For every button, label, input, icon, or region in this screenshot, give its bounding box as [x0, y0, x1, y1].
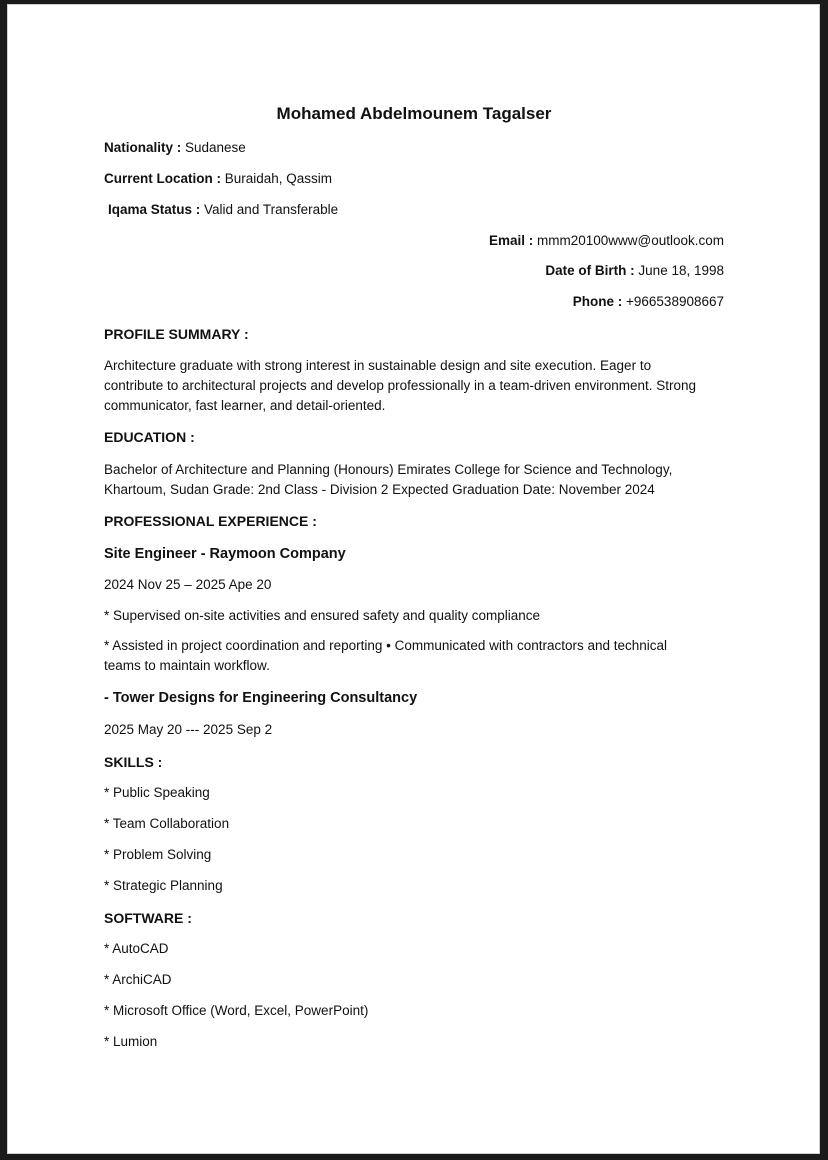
profile-line: contribute to architectural projects and develop professionally in a team-driven environment. Strong — [104, 378, 697, 393]
skills-heading: SKILLS : — [104, 754, 163, 770]
email-line — [489, 233, 724, 249]
job2-dates: 2025 May 20 --- 2025 Sep 2 — [104, 722, 273, 737]
email-label: Email : — [488, 233, 534, 248]
profile-summary-text — [104, 356, 724, 416]
nationality-value: Sudanese — [181, 140, 246, 155]
nationality-line — [104, 140, 246, 156]
nationality-label: Nationality : — [104, 140, 182, 155]
location-value: Buraidah, Qassim — [221, 171, 333, 186]
software-heading: SOFTWARE : — [104, 910, 192, 926]
education-line: Bachelor of Architecture and Planning (Honours) Emirates College for Science and Technology, — [104, 462, 673, 477]
job1-bullet-2 — [104, 636, 724, 676]
location-line — [104, 171, 332, 187]
profile-line: Architecture graduate with strong interest in sustainable design and site execution. Eager to — [104, 358, 652, 373]
dob-label: Date of Birth : — [545, 263, 635, 278]
iqama-label: Iqama Status : — [108, 202, 201, 217]
software-item: * Microsoft Office (Word, Excel, PowerPoint) — [104, 1003, 369, 1018]
profile-line: communicator, fast learner, and detail-oriented. — [104, 398, 386, 413]
phone-value: +966538908667 — [622, 294, 724, 309]
skill-item: * Strategic Planning — [104, 878, 223, 893]
iqama-line — [108, 202, 338, 218]
job1-title: Site Engineer - Raymoon Company — [104, 546, 346, 562]
document-page — [7, 4, 820, 1154]
phone-line — [573, 294, 724, 310]
location-label: Current Location : — [104, 171, 221, 186]
candidate-name: Mohamed Abdelmounem Tagalser — [276, 104, 552, 123]
phone-label: Phone : — [572, 294, 623, 309]
education-text — [104, 460, 724, 500]
software-item: * AutoCAD — [104, 941, 169, 956]
skill-item: * Team Collaboration — [104, 816, 230, 831]
skill-item: * Problem Solving — [104, 847, 212, 862]
job1-dates: 2024 Nov 25 – 2025 Ape 20 — [104, 577, 272, 592]
dob-line — [545, 263, 724, 279]
skill-item: * Public Speaking — [104, 785, 210, 800]
iqama-value: Valid and Transferable — [200, 202, 339, 217]
profile-summary-heading: PROFILE SUMMARY : — [104, 326, 249, 342]
education-line: Khartoum, Sudan Grade: 2nd Class - Division 2 Expected Graduation Date: November 2024 — [104, 482, 655, 497]
job1-bullet-1: * Supervised on-site activities and ensured safety and quality compliance — [104, 608, 540, 623]
experience-heading: PROFESSIONAL EXPERIENCE : — [104, 513, 317, 529]
education-heading: EDUCATION : — [104, 429, 195, 445]
email-value: mmm20100www@outlook.com — [533, 233, 724, 248]
software-item: * Lumion — [104, 1034, 158, 1049]
dob-value: June 18, 1998 — [634, 263, 724, 278]
job1-bullet-2-line: * Assisted in project coordination and reporting • Communicated with contractors and technical — [104, 638, 668, 653]
job2-title: - Tower Designs for Engineering Consultancy — [104, 690, 418, 706]
software-item: * ArchiCAD — [104, 972, 172, 987]
job1-bullet-2-line: teams to maintain workflow. — [104, 658, 270, 673]
